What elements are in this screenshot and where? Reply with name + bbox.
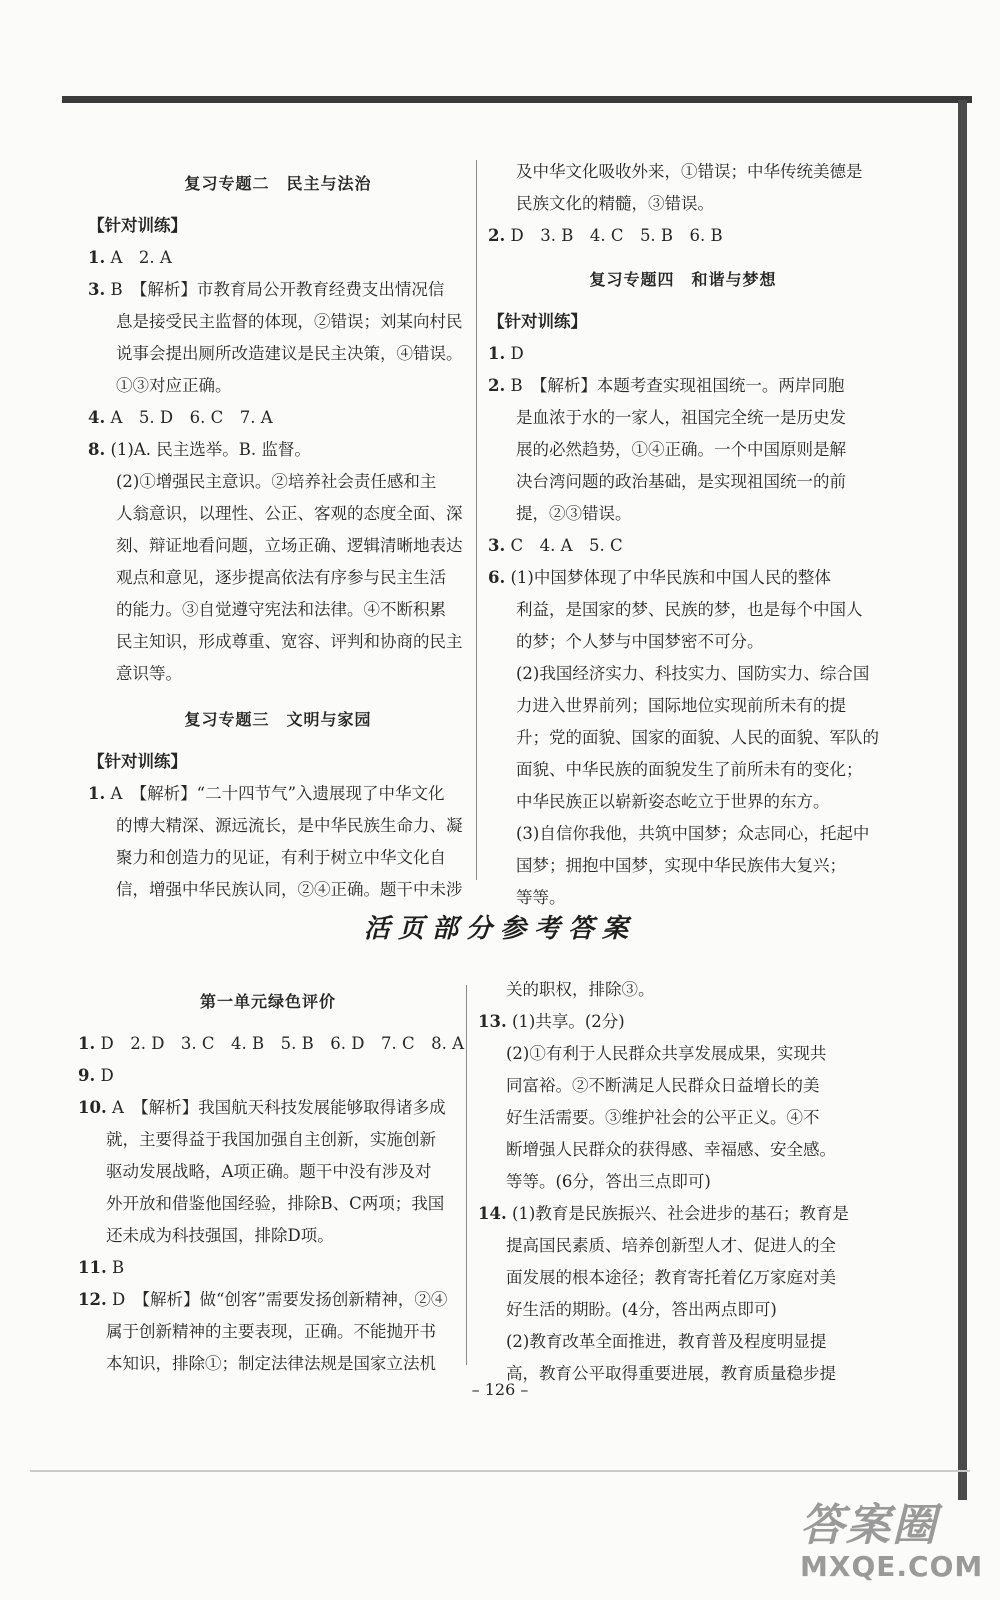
- answer-text: 人翁意识，以理性、公正、客观的态度全面、深: [116, 504, 463, 523]
- answer-line: [88, 658, 468, 690]
- answer-text: (1)A. 民主选举。B. 监督。: [110, 440, 311, 459]
- answer-text: B: [111, 1258, 125, 1277]
- watermark-logo: 答案圈: [800, 1500, 938, 1551]
- answer-text: 提，②③错误。: [516, 504, 632, 523]
- answer-line: [88, 498, 468, 530]
- answer-text: 关的职权，排除③。: [506, 980, 655, 999]
- page-number: – 126 –: [471, 1380, 529, 1399]
- answer-line: [488, 754, 878, 786]
- answer-text: D 【解析】做“创客”需要发扬创新精神，②④: [111, 1290, 448, 1309]
- answer-text: 的能力。③自觉遵守宪法和法律。④不断积累: [116, 600, 446, 619]
- watermark-site: MXQE.COM: [800, 1550, 984, 1583]
- answer-text: 说事会提出厕所改造建议是民主决策，④错误。: [116, 344, 463, 363]
- answer-text: 同富裕。②不断满足人民群众日益增长的美: [506, 1076, 820, 1095]
- answer-list: [88, 778, 468, 906]
- answer-line: [478, 1166, 878, 1198]
- answer-line: [78, 1060, 458, 1092]
- answer-text: 还未成为科技强国，排除D项。: [106, 1226, 334, 1245]
- answer-text: 升；党的面貌、国家的面貌、人民的面貌、军队的: [516, 728, 879, 747]
- answer-text: 意识等。: [116, 664, 182, 683]
- section-heading: 第一单元绿色评价: [199, 992, 336, 1011]
- item-number: 10.: [78, 1098, 107, 1117]
- answer-line: [88, 562, 468, 594]
- answer-text: 中华民族正以崭新姿态屹立于世界的东方。: [516, 792, 830, 811]
- answer-line: [78, 1252, 458, 1284]
- answer-text: A 2. A: [110, 248, 172, 267]
- answer-text: 及中华文化吸收外来，①错误；中华传统美德是: [516, 162, 863, 181]
- answer-line: [478, 1198, 878, 1230]
- answer-text: 展的必然趋势，①④正确。一个中国原则是解: [516, 440, 846, 459]
- answer-text: A 【解析】我国航天科技发展能够取得诸多成: [111, 1098, 446, 1117]
- answer-text: 属于创新精神的主要表现，正确。不能抛开书: [106, 1322, 436, 1341]
- answer-text: 提高国民素质、培养创新型人才、促进人的全: [506, 1236, 836, 1255]
- answer-line: [488, 722, 878, 754]
- item-number: 14.: [478, 1204, 507, 1223]
- answer-line: [88, 530, 468, 562]
- answer-text: 的博大精深、源远流长，是中华民族生命力、凝: [116, 816, 463, 835]
- training-tag: 【针对训练】: [488, 312, 587, 331]
- answer-text: 民族文化的精髓，③错误。: [516, 194, 714, 213]
- answer-text: 刻、辩证地看问题，立场正确、逻辑清晰地表达: [116, 536, 463, 555]
- answer-line: [88, 370, 468, 402]
- answer-text: (3)自信你我他，共筑中国梦；众志同心，托起中: [516, 824, 870, 843]
- answer-line: [88, 594, 468, 626]
- answer-text: 好生活需要。③维护社会的公平正义。④不: [506, 1108, 820, 1127]
- answer-line: [488, 338, 878, 370]
- item-number: 13.: [478, 1012, 507, 1031]
- answer-text: ①③对应正确。: [116, 376, 232, 395]
- item-number: 3.: [88, 280, 106, 299]
- answer-text: A 【解析】“二十四节气”入遗展现了中华文化: [110, 784, 445, 803]
- item-number: 8.: [88, 440, 106, 459]
- training-tag: 【针对训练】: [88, 216, 187, 235]
- answer-list: [478, 974, 878, 1390]
- answer-line: [78, 1220, 458, 1252]
- answer-text: (2)教育改革全面推进，教育普及程度明显提: [506, 1332, 827, 1351]
- answer-line: [488, 402, 878, 434]
- answer-text: 是血浓于水的一家人，祖国完全统一是历史发: [516, 408, 846, 427]
- answer-line: [78, 1316, 458, 1348]
- item-number: 11.: [78, 1258, 107, 1277]
- answer-line: [78, 1284, 458, 1316]
- answer-line: [478, 1262, 878, 1294]
- answer-text: C 4. A 5. C: [510, 536, 623, 555]
- training-tag: 【针对训练】: [88, 752, 187, 771]
- bottom-left-column: [78, 978, 464, 1380]
- item-number: 3.: [488, 536, 506, 555]
- answer-text: 面貌、中华民族的面貌发生了前所未有的变化；: [516, 760, 863, 779]
- answer-text: D 3. B 4. C 5. B 6. B: [510, 226, 723, 245]
- item-number: 2.: [488, 226, 506, 245]
- answer-line: [78, 1348, 458, 1380]
- answer-text: (1)共享。(2分): [511, 1012, 625, 1031]
- top-left-column: [88, 160, 468, 906]
- answer-line: [488, 530, 878, 562]
- item-number: 9.: [78, 1066, 96, 1085]
- answer-text: (2)我国经济实力、科技实力、国防实力、综合国: [516, 664, 870, 683]
- answer-line: [488, 562, 878, 594]
- answer-line: [488, 370, 878, 402]
- top-right-column: [488, 156, 878, 914]
- answer-line: [488, 498, 878, 530]
- answer-text: 好生活的期盼。(4分，答出两点即可): [506, 1300, 777, 1319]
- item-number: 12.: [78, 1290, 107, 1309]
- answer-line: [88, 274, 468, 306]
- answer-text: 等等。: [516, 888, 566, 907]
- answer-line: [478, 1006, 878, 1038]
- answer-line: [88, 810, 468, 842]
- column-divider-top: [476, 160, 477, 880]
- answer-text: 高，教育公平取得重要进展，教育质量稳步提: [506, 1364, 836, 1383]
- answer-text: 等等。(6分，答出三点即可): [506, 1172, 711, 1191]
- answer-text: 信，增强中华民族认同，②④正确。题干中未涉: [116, 880, 463, 899]
- answer-line: [478, 1134, 878, 1166]
- answer-line: [88, 434, 468, 466]
- answer-text: 力进入世界前列；国际地位实现前所未有的提: [516, 696, 846, 715]
- answer-text: 外开放和借鉴他国经验，排除B、C两项；我国: [106, 1194, 445, 1213]
- answer-text: 利益，是国家的梦、民族的梦，也是每个中国人: [516, 600, 863, 619]
- section-heading: 复习专题三 文明与家园: [184, 710, 372, 729]
- answer-line: [78, 1188, 458, 1220]
- answer-text: (2)①增强民主意识。②培养社会责任感和主: [116, 472, 437, 491]
- answer-line: [488, 220, 878, 252]
- answer-text: B 【解析】本题考查实现祖国统一。两岸同胞: [510, 376, 845, 395]
- answer-text: 驱动发展战略，A项正确。题干中没有涉及对: [106, 1162, 432, 1181]
- answer-line: [478, 1294, 878, 1326]
- answer-line: [88, 306, 468, 338]
- answer-line: [88, 842, 468, 874]
- answer-text: 决台湾问题的政治基础，是实现祖国统一的前: [516, 472, 846, 491]
- answer-line: [488, 156, 878, 188]
- bottom-right-column: [478, 974, 878, 1390]
- answer-line: [488, 658, 878, 690]
- answer-line: [478, 1038, 878, 1070]
- answer-line: [478, 1102, 878, 1134]
- answer-list: [488, 156, 878, 252]
- answer-text: 民主知识，形成尊重、宽容、评判和协商的民主: [116, 632, 463, 651]
- answer-line: [488, 818, 878, 850]
- answer-line: [488, 786, 878, 818]
- section-title: 活页部分参考答案: [363, 914, 636, 944]
- item-number: 1.: [488, 344, 506, 363]
- answer-line: [478, 974, 878, 1006]
- section-heading: 复习专题二 民主与法治: [184, 174, 372, 193]
- answer-line: [488, 690, 878, 722]
- answer-list: [78, 1028, 464, 1380]
- answer-line: [488, 850, 878, 882]
- answer-line: [488, 594, 878, 626]
- answer-line: [88, 466, 468, 498]
- column-divider-bottom: [466, 985, 467, 1365]
- answer-text: 国梦；拥抱中国梦，实现中华民族伟大复兴；: [516, 856, 846, 875]
- answer-line: [78, 1124, 458, 1156]
- answer-text: 面发展的根本途径；教育寄托着亿万家庭对美: [506, 1268, 836, 1287]
- bottom-border: [30, 1470, 970, 1472]
- answer-text: 息是接受民主监督的体现，②错误；刘某向村民: [116, 312, 463, 331]
- answer-line: [88, 402, 468, 434]
- answer-text: D: [510, 344, 524, 363]
- answer-text: A 5. D 6. C 7. A: [110, 408, 273, 427]
- item-number: 4.: [88, 408, 106, 427]
- answer-line: [88, 778, 468, 810]
- top-border: [62, 96, 972, 103]
- answer-line: [88, 338, 468, 370]
- watermark: [800, 1500, 984, 1590]
- section-heading: 复习专题四 和谐与梦想: [589, 270, 777, 289]
- answer-line: [78, 1156, 458, 1188]
- answer-text: B 【解析】市教育局公开教育经费支出情况信: [110, 280, 445, 299]
- answer-text: (1)教育是民族振兴、社会进步的基石；教育是: [511, 1204, 849, 1223]
- answer-line: [88, 874, 468, 906]
- right-border: [958, 100, 967, 1500]
- answer-line: [488, 188, 878, 220]
- item-number: 1.: [78, 1034, 96, 1053]
- answer-line: [88, 242, 468, 274]
- item-number: 6.: [488, 568, 506, 587]
- answer-list: [88, 242, 468, 690]
- answer-line: [478, 1230, 878, 1262]
- answer-text: 聚力和创造力的见证，有利于树立中华文化自: [116, 848, 446, 867]
- answer-line: [478, 1070, 878, 1102]
- answer-text: (2)①有利于人民群众共享发展成果，实现共: [506, 1044, 827, 1063]
- item-number: 2.: [488, 376, 506, 395]
- answer-text: 就，主要得益于我国加强自主创新，实施创新: [106, 1130, 436, 1149]
- answer-line: [78, 1092, 458, 1124]
- answer-text: D: [100, 1066, 114, 1085]
- answer-line: [488, 434, 878, 466]
- answer-list: [488, 338, 878, 914]
- item-number: 1.: [88, 248, 106, 267]
- answer-text: 的梦；个人梦与中国梦密不可分。: [516, 632, 764, 651]
- answer-line: [78, 1028, 464, 1060]
- answer-line: [488, 626, 878, 658]
- answer-text: D 2. D 3. C 4. B 5. B 6. D 7. C 8. A: [100, 1034, 464, 1053]
- item-number: 1.: [88, 784, 106, 803]
- answer-text: 本知识，排除①；制定法律法规是国家立法机: [106, 1354, 436, 1373]
- answer-line: [488, 466, 878, 498]
- answer-text: (1)中国梦体现了中华民族和中国人民的整体: [510, 568, 831, 587]
- answer-line: [478, 1326, 878, 1358]
- answer-text: 观点和意见，逐步提高依法有序参与民主生活: [116, 568, 446, 587]
- answer-line: [88, 626, 468, 658]
- answer-text: 断增强人民群众的获得感、幸福感、安全感。: [506, 1140, 836, 1159]
